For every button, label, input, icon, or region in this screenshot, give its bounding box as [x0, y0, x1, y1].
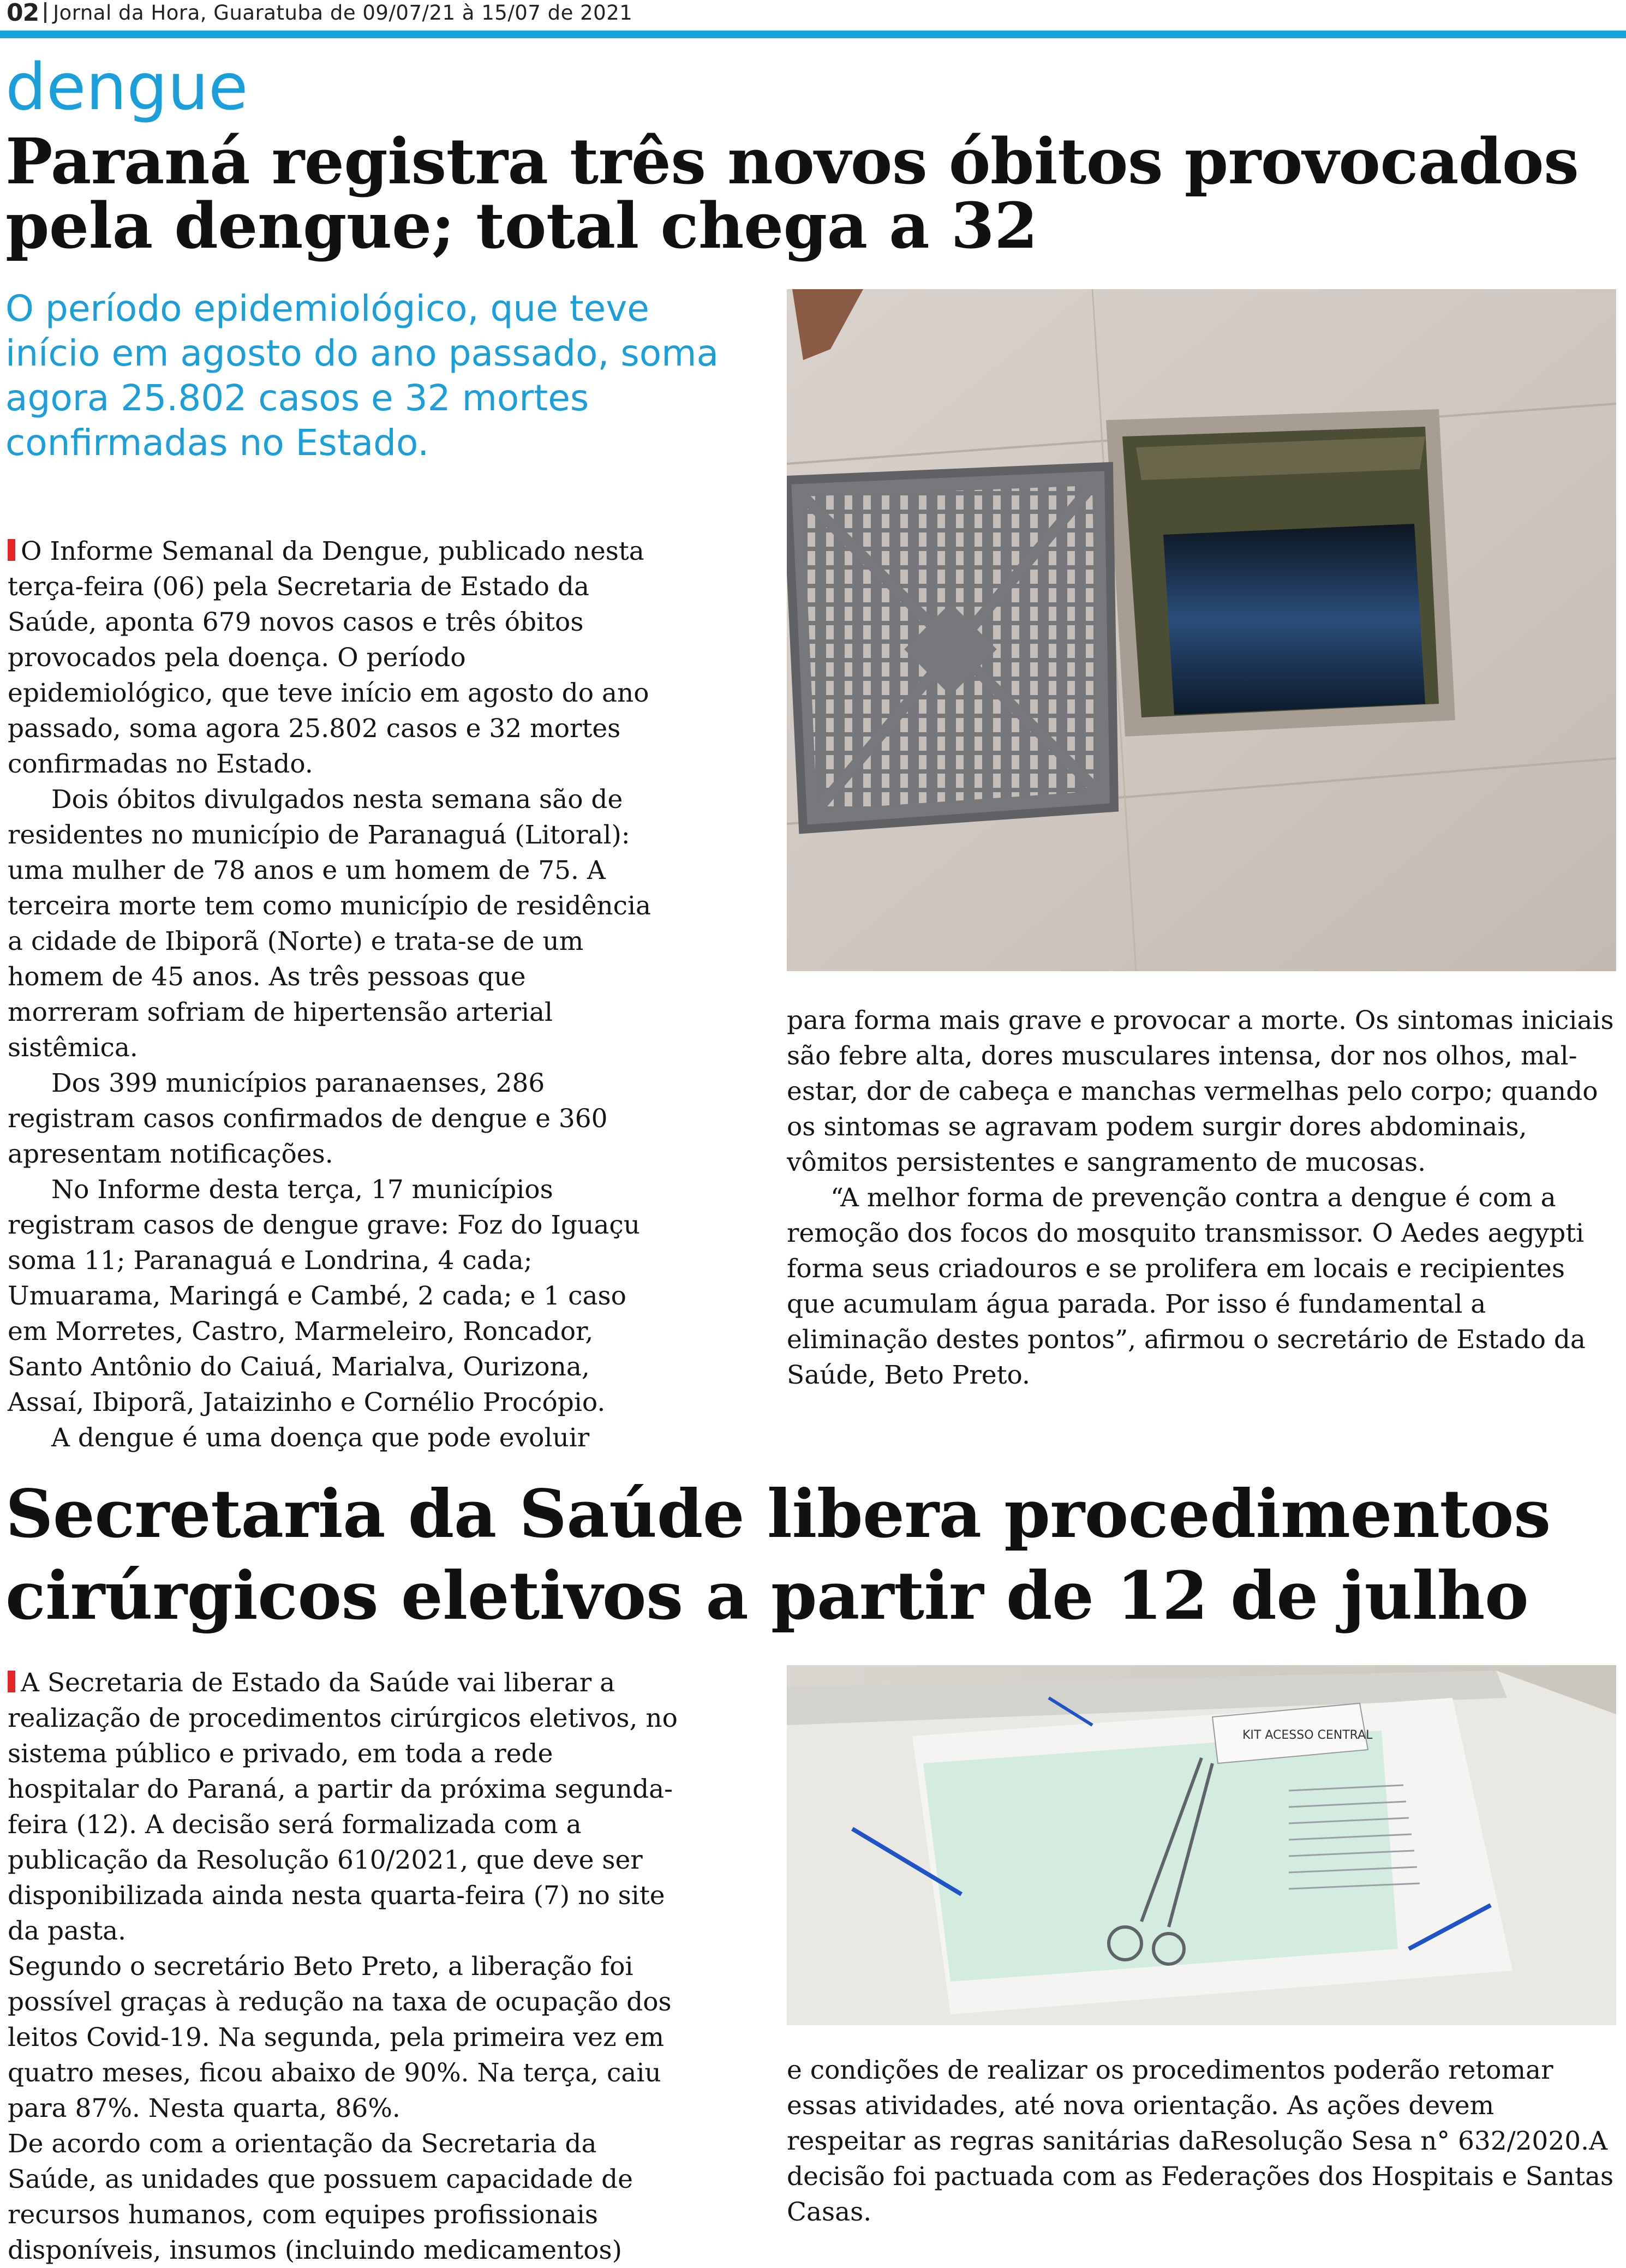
headline-surgery: Secretaria da Saúde libera procedimentos cirúrgicos eletivos a partir de 12 de julho	[5, 1475, 1551, 1635]
article1-paragraph-7: “A melhor forma de prevenção contra a dengue é com a remoção dos focos do mosquito transmissor. O Aedes aegypti forma seus criadouros e se prolifera em locais e recipientes que acumulam água parada. Por isso é fundamental a eliminação destes pontos”, afirmou o secretário de Estado da Saúde, Beto Preto.	[787, 1183, 1586, 1390]
kit-label: KIT ACESSO CENTRAL	[1242, 1728, 1373, 1742]
article2-paragraph-2: Segundo o secretário Beto Preto, a liberação foi possível graças à redução na taxa de ocupação dos leitos Covid-19. Na segunda, pela primeira vez em quatro meses, ficou abaixo de 90%. Na terça, caiu para 87%. Nesta quarta, 86%.	[8, 1952, 672, 2123]
headline-dengue: Paraná registra três novos óbitos provocados pela dengue; total chega a 32	[5, 125, 1579, 263]
article2-column-left	[8, 1665, 679, 2268]
article1-paragraph-3: Dos 399 municípios paranaenses, 286 registram casos confirmados de dengue e 360 apresentam notificações.	[8, 1068, 608, 1169]
photo-surgical-kit	[787, 1665, 1616, 2025]
page-number: 02	[7, 0, 39, 27]
article1-paragraph-4: No Informe desta terça, 17 municípios registram casos de dengue grave: Foz do Iguaçu soma 11; Paranaguá e Londrina, 4 cada; Umuarama, Maringá e Cambé, 2 cada; e 1 caso em Morretes, Castro, Marmeleiro, Roncador, Santo Antônio do Caiuá, Marialva, Ourizona, Assaí, Ibiporã, Jataizinho e Cornélio Procópio.	[8, 1175, 640, 1417]
paragraph-marker-icon	[8, 1671, 15, 1692]
article2-column-right	[787, 2052, 1616, 2230]
page-header	[7, 0, 1621, 25]
article2-paragraph-4: e condições de realizar os procedimentos poderão retomar essas atividades, até nova orientação. As ações devem respeitar as regras sanitárias daResolução Sesa n° 632/2020.A decisão foi pactuada com as Federações dos Hospitais e Santas Casas.	[787, 2055, 1614, 2227]
section-label: dengue	[5, 49, 248, 124]
issue-line: Jornal da Hora, Guaratuba de 09/07/21 à 15/07 de 2021	[53, 1, 633, 25]
photo-drain-with-standing-water	[787, 289, 1616, 971]
article2-paragraph-3: De acordo com a orientação da Secretaria da Saúde, as unidades que possuem capacidade de recursos humanos, com equipes profissionais disponíveis, insumos (incluindo medicamentos)	[8, 2129, 633, 2265]
header-rule	[0, 31, 1626, 38]
lead-dengue: O período epidemiológico, que teve início em agosto do ano passado, soma agora 25.802 casos e 32 mortes confirmadas no Estado.	[5, 288, 719, 464]
article1-paragraph-1: O Informe Semanal da Dengue, publicado nesta terça-feira (06) pela Secretaria de Estado da Saúde, aponta 679 novos casos e três óbitos provocados pela doença. O período epidemiológico, que teve início em agosto do ano passado, soma agora 25.802 casos e 32 mortes confirmadas no Estado.	[8, 536, 649, 779]
article1-paragraph-2: Dois óbitos divulgados nesta semana são de residentes no município de Paranaguá (Litoral): uma mulher de 78 anos e um homem de 75. A terceira morte tem como município de residência a cidade de Ibiporã (Norte) e trata-se de um homem de 45 anos. As três pessoas que morreram sofriam de hipertensão arterial sistêmica.	[8, 785, 651, 1063]
article1-column-left	[8, 534, 657, 1456]
article1-column-right	[787, 1003, 1616, 1393]
paragraph-marker-icon	[8, 539, 15, 561]
article1-paragraph-5: A dengue é uma doença que pode evoluir	[51, 1423, 590, 1453]
article2-paragraph-1: A Secretaria de Estado da Saúde vai liberar a realização de procedimentos cirúrgicos eletivos, no sistema público e privado, em toda a rede hospitalar do Paraná, a partir da próxima segunda-feira (12). A decisão será formalizada com a publicação da Resolução 610/2021, que deve ser disponibilizada ainda nesta quarta-feira (7) no site da pasta.	[8, 1668, 678, 1946]
article1-paragraph-6: para forma mais grave e provocar a morte. Os sintomas iniciais são febre alta, dores musculares intensa, dor nos olhos, mal-estar, dor de cabeça e manchas vermelhas pelo corpo; quando os sintomas se agravam podem surgir dores abdominais, vômitos persistentes e sangramento de mucosas.	[787, 1006, 1614, 1177]
header-divider	[44, 2, 46, 23]
